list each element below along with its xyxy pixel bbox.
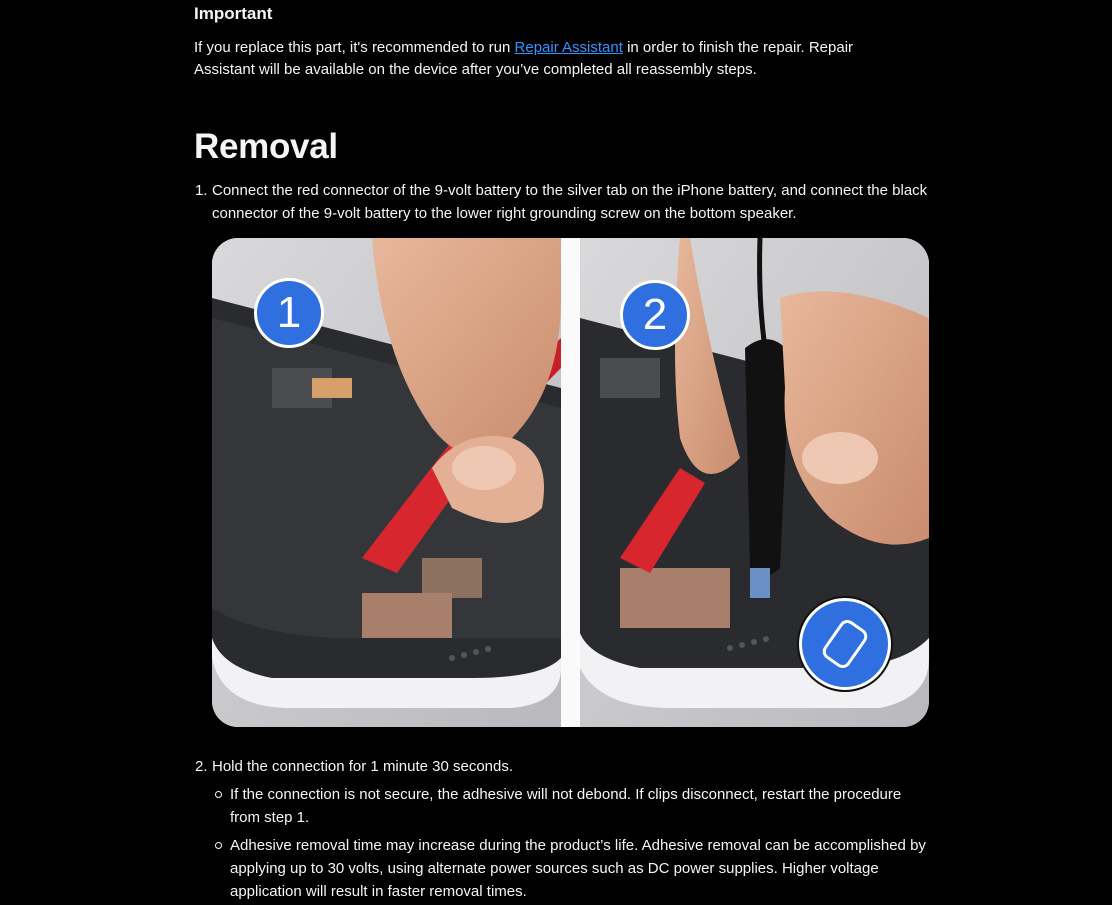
step-1: [194, 179, 934, 225]
important-heading: Important: [194, 4, 273, 23]
removal-step-image: [212, 238, 929, 727]
step-1-text: Connect the red connector of the 9-volt battery to the silver tab on the iPhone battery, and connect the black connector of the 9-volt battery to the lower right grounding screw on the bottom speaker.: [212, 182, 928, 222]
image-panel-1: [212, 238, 561, 727]
important-note: [194, 37, 894, 81]
step-2: [194, 755, 934, 778]
important-text-after: in order to finish the repair. Repair Assistant will be available on the device after you’ve completed all reassembly steps.: [194, 39, 854, 78]
step-2-number: 2.: [195, 758, 208, 775]
phone-outline-icon: [799, 598, 891, 690]
step-badge-1: 1: [254, 278, 324, 348]
panel-divider: [561, 238, 580, 727]
hollow-bullet-icon: [215, 842, 222, 849]
step-2-subitem: [212, 783, 934, 829]
hollow-bullet-icon: [215, 791, 222, 798]
removal-heading: Removal: [194, 127, 338, 166]
step-2-subitem-text: If the connection is not secure, the adhesive will not debond. If clips disconnect, restart the procedure from step 1.: [230, 786, 902, 826]
step-2-text: Hold the connection for 1 minute 30 seconds.: [212, 758, 514, 775]
step-2-subitem: [212, 834, 934, 903]
important-text-before: If you replace this part, it's recommended to run: [194, 39, 515, 56]
repair-assistant-link[interactable]: Repair Assistant: [514, 39, 623, 56]
step-2-subitem-text: Adhesive removal time may increase during the product’s life. Adhesive removal can be accomplished by applying up to 30 volts, using alternate power sources such as DC power supplies. Higher voltage application will result in faster removal times.: [230, 837, 926, 900]
step-1-number: 1.: [195, 182, 208, 199]
step-badge-2: 2: [620, 280, 690, 350]
